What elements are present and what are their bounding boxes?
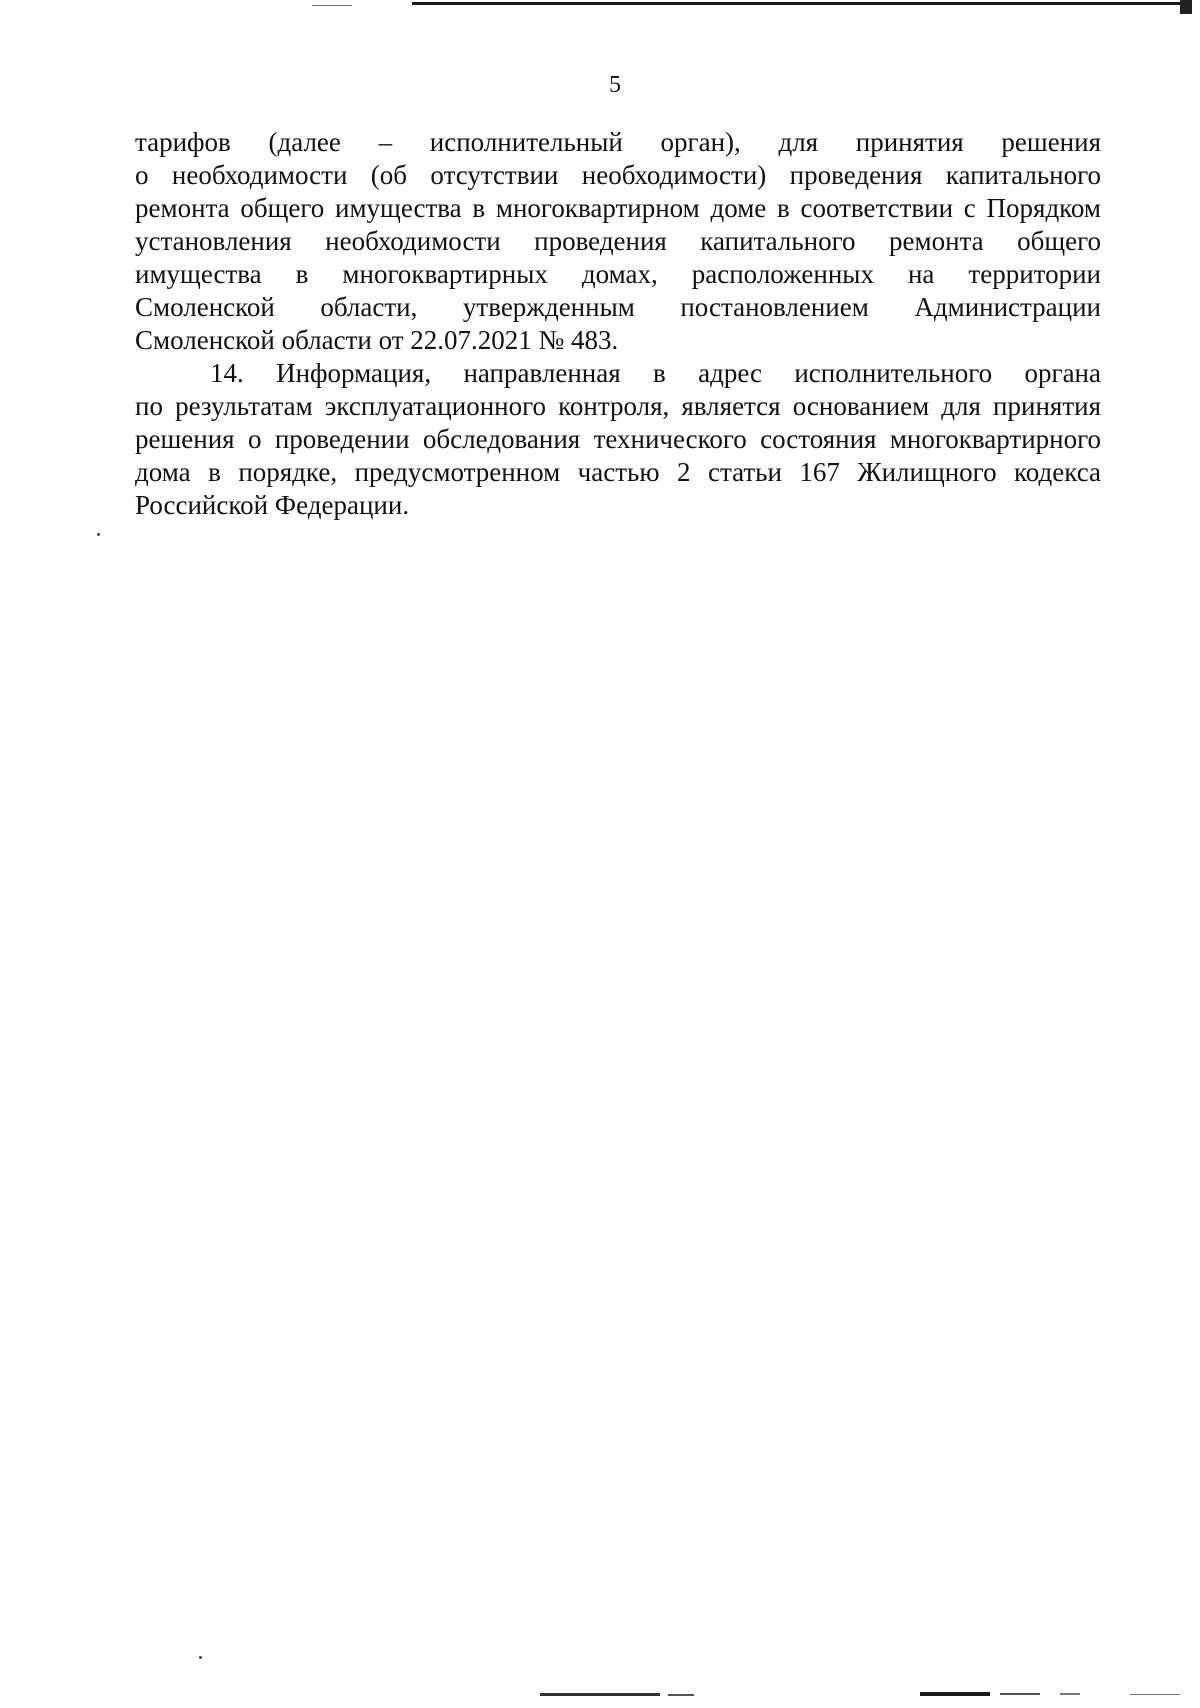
text-line: Смоленской области от 22.07.2021 № 483. [135,325,619,355]
text-line: дома в порядке, предусмотренном частью 2 статьи 167 Жилищного кодекса [135,457,1101,487]
text-line: 14. Информация, направленная в адрес исполнительного органа [210,358,1101,388]
page-number: 5 [609,72,621,98]
scan-corner-mark [1180,0,1192,14]
text-line: имущества в многоквартирных домах, расположенных на территории [135,259,1101,289]
scan-edge-bottom [1060,1693,1080,1695]
paragraph [135,357,1101,522]
scan-edge-top-fragment [312,5,352,6]
text-line: установления необходимости проведения капитального ремонта общего [135,226,1101,256]
scan-edge-bottom [1000,1693,1040,1695]
text-line: о необходимости (об отсутствии необходимости) проведения капитального [135,160,1101,190]
scan-speck [97,533,100,536]
text-line: тарифов (далее – исполнительный орган), для принятия решения [135,127,1101,157]
text-line: Российской Федерации. [135,490,410,520]
scan-speck [199,1656,202,1659]
scan-edge-bottom [668,1694,694,1696]
paragraph [135,126,1101,357]
text-line: Смоленской области, утвержденным постановлением Администрации [135,292,1101,322]
text-line: по результатам эксплуатационного контроля, является основанием для принятия [135,391,1101,421]
scan-edge-bottom [540,1693,660,1696]
scan-edge-bottom [1130,1694,1180,1695]
body-text [135,126,1101,522]
text-line: решения о проведении обследования технического состояния многоквартирного [135,424,1101,454]
scan-edge-top [412,2,1182,5]
scan-edge-bottom [920,1692,990,1696]
text-line: ремонта общего имущества в многоквартирном доме в соответствии с Порядком [135,193,1101,223]
